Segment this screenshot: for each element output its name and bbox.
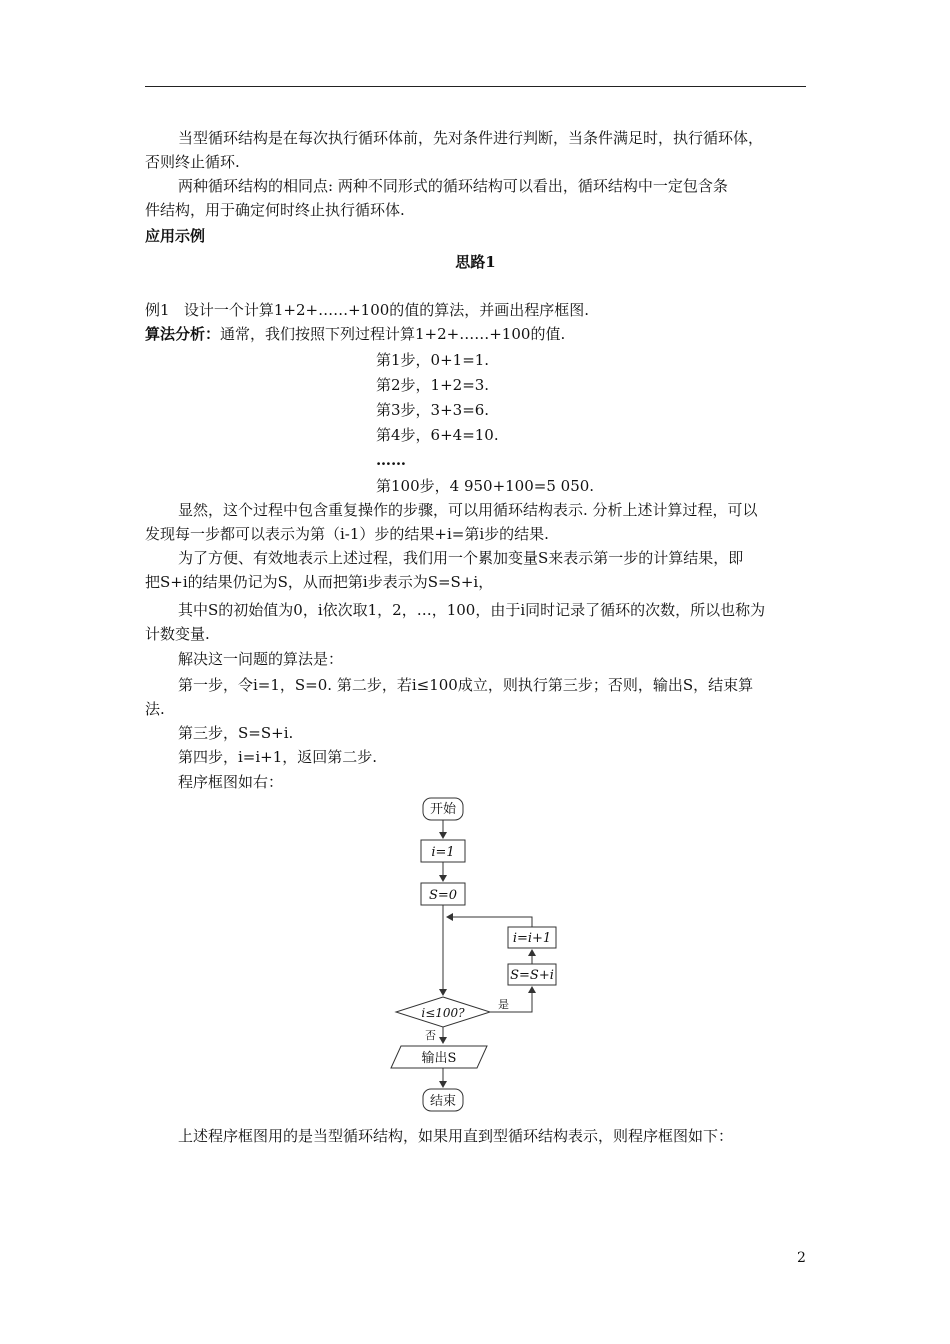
flow-init-i-text: i=1 [431,845,455,860]
body-line: 发现每一步都可以表示为第（i-1）步的结果+i=第i步的结果. [145,525,549,543]
flow-end-text: 结束 [429,1094,457,1109]
page-number: 2 [797,1250,806,1266]
flow-init-s-text: S=0 [428,888,458,903]
paragraph-line: 两种循环结构的相同点: 两种不同形式的循环结构可以看出，循环结构中一定包含条 [178,177,728,195]
flow-start-text: 开始 [429,802,457,817]
step-line: 第4步，6+4=10. [376,426,499,444]
paragraph-line: 当型循环结构是在每次执行循环体前，先对条件进行判断，当条件满足时，执行循环体， [178,129,764,147]
example-text: 设计一个计算1+2+……+100的值的算法，并画出程序框图. [183,301,590,319]
analysis-text: 通常，我们按照下列过程计算1+2+……+100的值. [220,325,566,343]
body-line: 第一步，令i=1，S=0. 第二步，若i≤100成立，则执行第三步；否则，输出S，结束算 [178,676,754,694]
example-line [145,298,589,322]
body-line: 显然，这个过程中包含重复操作的步骤，可以用循环结构表示. 分析上述计算过程，可以 [178,501,758,519]
paragraph-line: 否则终止循环. [145,153,240,171]
flow-acc-text: S=S+i [510,968,554,983]
flow-inc-text: i=i+1 [512,931,552,946]
flowchart [385,790,565,1120]
subsection-title: 思路1 [455,253,496,271]
body-line: 法. [145,700,165,718]
flow-loop-arrow [447,917,532,927]
body-line: 第四步，i=i+1，返回第二步. [178,748,378,766]
step-line: 第100步，4 950+100=5 050. [376,477,595,495]
step-line: 第3步，3+3=6. [376,401,490,419]
body-line: 计数变量. [145,625,210,643]
body-line: 其中S的初始值为0，i依次取1，2，…，100，由于i同时记录了循环的次数，所以也称为 [178,601,766,619]
body-line: 为了方便、有效地表示上述过程，我们用一个累加变量S来表示第一步的计算结果，即 [178,549,744,567]
paragraph-line: 件结构，用于确定何时终止执行循环体. [145,201,405,219]
closing-line: 上述程序框图用的是当型循环结构，如果用直到型循环结构表示，则程序框图如下： [178,1127,734,1145]
body-line: 解决这一问题的算法是： [178,650,344,668]
header-rule [145,86,806,87]
flow-no-label: 否 [425,1029,436,1042]
step-line: 第2步，1+2=3. [376,376,490,394]
body-line: 把S+i的结果仍记为S，从而把第i步表示为S=S+i， [145,573,494,591]
flow-yes-arrow [490,987,532,1012]
body-line: 程序框图如右： [178,773,284,791]
flow-output-text: 输出S [421,1051,457,1066]
flow-yes-label: 是 [498,998,509,1011]
section-title: 应用示例 [145,227,206,245]
example-label: 例1 [145,301,170,319]
body-line: 第三步，S=S+i. [178,724,294,742]
step-line: 第1步，0+1=1. [376,351,490,369]
step-ellipsis: …… [376,451,406,469]
analysis-label: 算法分析： [145,325,221,343]
flow-condition-text: i≤100? [421,1006,465,1020]
analysis-line [145,322,565,346]
